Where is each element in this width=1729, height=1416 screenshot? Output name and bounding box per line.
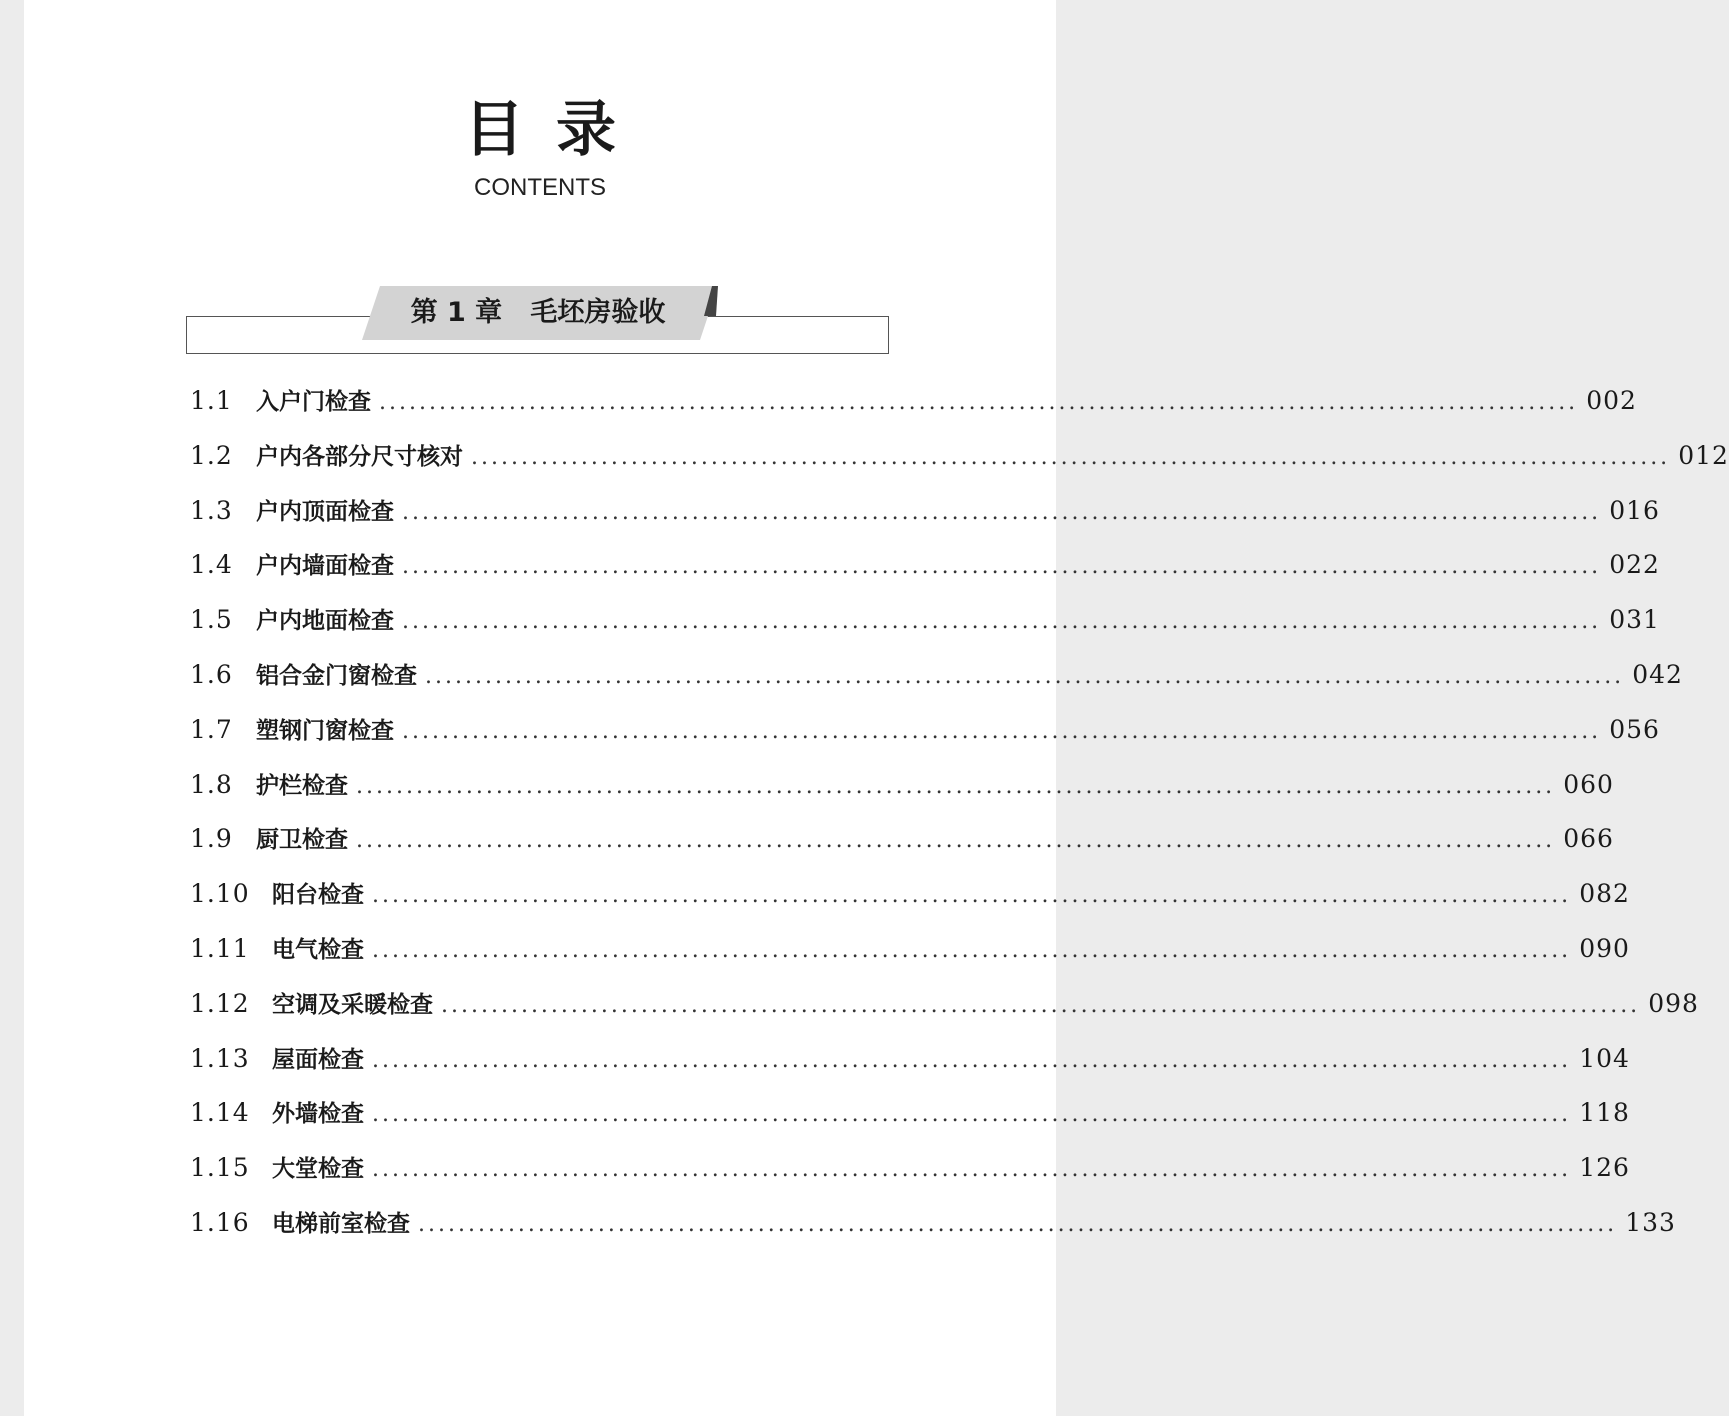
toc-entry[interactable] bbox=[190, 538, 1660, 593]
toc-dot-leader: ........................................................................................................................ bbox=[418, 1211, 1618, 1237]
toc-entry[interactable] bbox=[190, 867, 1630, 922]
toc-dot-leader: ........................................................................................................................ bbox=[441, 992, 1641, 1018]
toc-entry-number: 1.14 bbox=[190, 1098, 250, 1128]
toc-entry[interactable] bbox=[190, 593, 1660, 648]
toc-entry-number: 1.11 bbox=[190, 933, 250, 963]
toc-entry-number: 1.3 bbox=[190, 495, 233, 525]
toc-dot-leader: ........................................................................................................................ bbox=[356, 828, 1556, 854]
table-of-contents bbox=[190, 374, 1729, 1251]
toc-dot-leader: ........................................................................................................................ bbox=[372, 883, 1572, 909]
toc-dot-leader: ........................................................................................................................ bbox=[372, 937, 1572, 963]
chapter-heading-tab bbox=[362, 286, 718, 340]
toc-entry-title: 铝合金门窗检查 bbox=[256, 661, 417, 689]
toc-entry-title: 塑钢门窗检查 bbox=[256, 716, 394, 744]
toc-dot-leader: ........................................................................................................................ bbox=[402, 609, 1602, 635]
toc-entry[interactable] bbox=[190, 758, 1614, 813]
toc-dot-leader: ........................................................................................................................ bbox=[425, 663, 1625, 689]
toc-entry-number: 1.16 bbox=[190, 1207, 250, 1237]
toc-dot-leader: ........................................................................................................................ bbox=[356, 773, 1556, 799]
toc-dot-leader: ........................................................................................................................ bbox=[372, 1047, 1572, 1073]
toc-entry-title: 户内各部分尺寸核对 bbox=[256, 442, 463, 470]
toc-entry-number: 1.2 bbox=[190, 440, 233, 470]
toc-entry-number: 1.8 bbox=[190, 769, 233, 799]
toc-entry-number: 1.5 bbox=[190, 605, 233, 635]
toc-entry-number: 1.4 bbox=[190, 550, 233, 580]
toc-entry-title: 电梯前室检查 bbox=[272, 1209, 410, 1237]
toc-entry-page: 042 bbox=[1632, 659, 1683, 689]
toc-entry-page: 126 bbox=[1579, 1153, 1630, 1183]
toc-entry-page: 031 bbox=[1609, 605, 1660, 635]
toc-entry-page: 022 bbox=[1609, 550, 1660, 580]
page-title: 目录 bbox=[464, 95, 648, 165]
toc-entry-title: 电气检查 bbox=[272, 935, 364, 963]
toc-dot-leader: ........................................................................................................................ bbox=[402, 718, 1602, 744]
toc-entry-title: 屋面检查 bbox=[272, 1045, 364, 1073]
toc-entry[interactable] bbox=[190, 1032, 1630, 1087]
toc-entry[interactable] bbox=[190, 1141, 1630, 1196]
toc-entry[interactable] bbox=[190, 374, 1637, 429]
toc-entry-title: 阳台检查 bbox=[272, 881, 364, 909]
toc-entry-title: 户内顶面检查 bbox=[256, 497, 394, 525]
toc-entry-number: 1.9 bbox=[190, 824, 233, 854]
toc-entry-title: 大堂检查 bbox=[272, 1155, 364, 1183]
toc-entry[interactable] bbox=[190, 1086, 1630, 1141]
toc-entry-title: 外墙检查 bbox=[272, 1100, 364, 1128]
page-subtitle: CONTENTS bbox=[474, 174, 606, 201]
toc-entry-page: 016 bbox=[1609, 495, 1660, 525]
toc-entry-page: 060 bbox=[1563, 769, 1614, 799]
toc-dot-leader: ........................................................................................................................ bbox=[471, 444, 1671, 470]
toc-entry[interactable] bbox=[190, 977, 1699, 1032]
toc-entry-number: 1.10 bbox=[190, 879, 250, 909]
chapter-title: 第 1 章 毛坯房验收 bbox=[410, 297, 666, 328]
toc-dot-leader: ........................................................................................................................ bbox=[372, 1102, 1572, 1128]
toc-entry-title: 厨卫检查 bbox=[256, 826, 348, 854]
toc-entry[interactable] bbox=[190, 484, 1660, 539]
toc-entry-number: 1.15 bbox=[190, 1153, 250, 1183]
toc-entry-page: 090 bbox=[1579, 933, 1630, 963]
toc-entry[interactable] bbox=[190, 703, 1660, 758]
toc-entry[interactable] bbox=[190, 812, 1614, 867]
toc-dot-leader: ........................................................................................................................ bbox=[372, 1157, 1572, 1183]
toc-entry-page: 082 bbox=[1579, 879, 1630, 909]
toc-entry-page: 104 bbox=[1579, 1043, 1630, 1073]
toc-entry-page: 133 bbox=[1625, 1207, 1676, 1237]
toc-entry-number: 1.7 bbox=[190, 714, 233, 744]
toc-entry-number: 1.12 bbox=[190, 988, 250, 1018]
toc-entry-page: 118 bbox=[1579, 1098, 1630, 1128]
toc-entry-title: 护栏检查 bbox=[256, 771, 348, 799]
toc-dot-leader: ........................................................................................................................ bbox=[402, 499, 1602, 525]
toc-entry-page: 056 bbox=[1609, 714, 1660, 744]
toc-entry-number: 1.6 bbox=[190, 659, 233, 689]
toc-entry-number: 1.13 bbox=[190, 1043, 250, 1073]
toc-entry-page: 098 bbox=[1648, 988, 1699, 1018]
toc-entry-number: 1.1 bbox=[190, 386, 233, 415]
toc-entry[interactable] bbox=[190, 922, 1630, 977]
toc-entry-title: 入户门检查 bbox=[256, 388, 371, 415]
toc-dot-leader: ........................................................................................................................ bbox=[402, 554, 1602, 580]
toc-entry-page: 066 bbox=[1563, 824, 1614, 854]
toc-entry-title: 户内地面检查 bbox=[256, 607, 394, 635]
toc-entry[interactable] bbox=[190, 429, 1729, 484]
toc-entry[interactable] bbox=[190, 648, 1683, 703]
toc-entry-title: 户内墙面检查 bbox=[256, 552, 394, 580]
toc-entry-page: 002 bbox=[1586, 386, 1637, 415]
toc-entry-title: 空调及采暖检查 bbox=[272, 990, 433, 1018]
toc-entry-page: 012 bbox=[1678, 440, 1729, 470]
toc-dot-leader: ........................................................................................................................ bbox=[379, 390, 1579, 415]
toc-entry[interactable] bbox=[190, 1196, 1676, 1251]
